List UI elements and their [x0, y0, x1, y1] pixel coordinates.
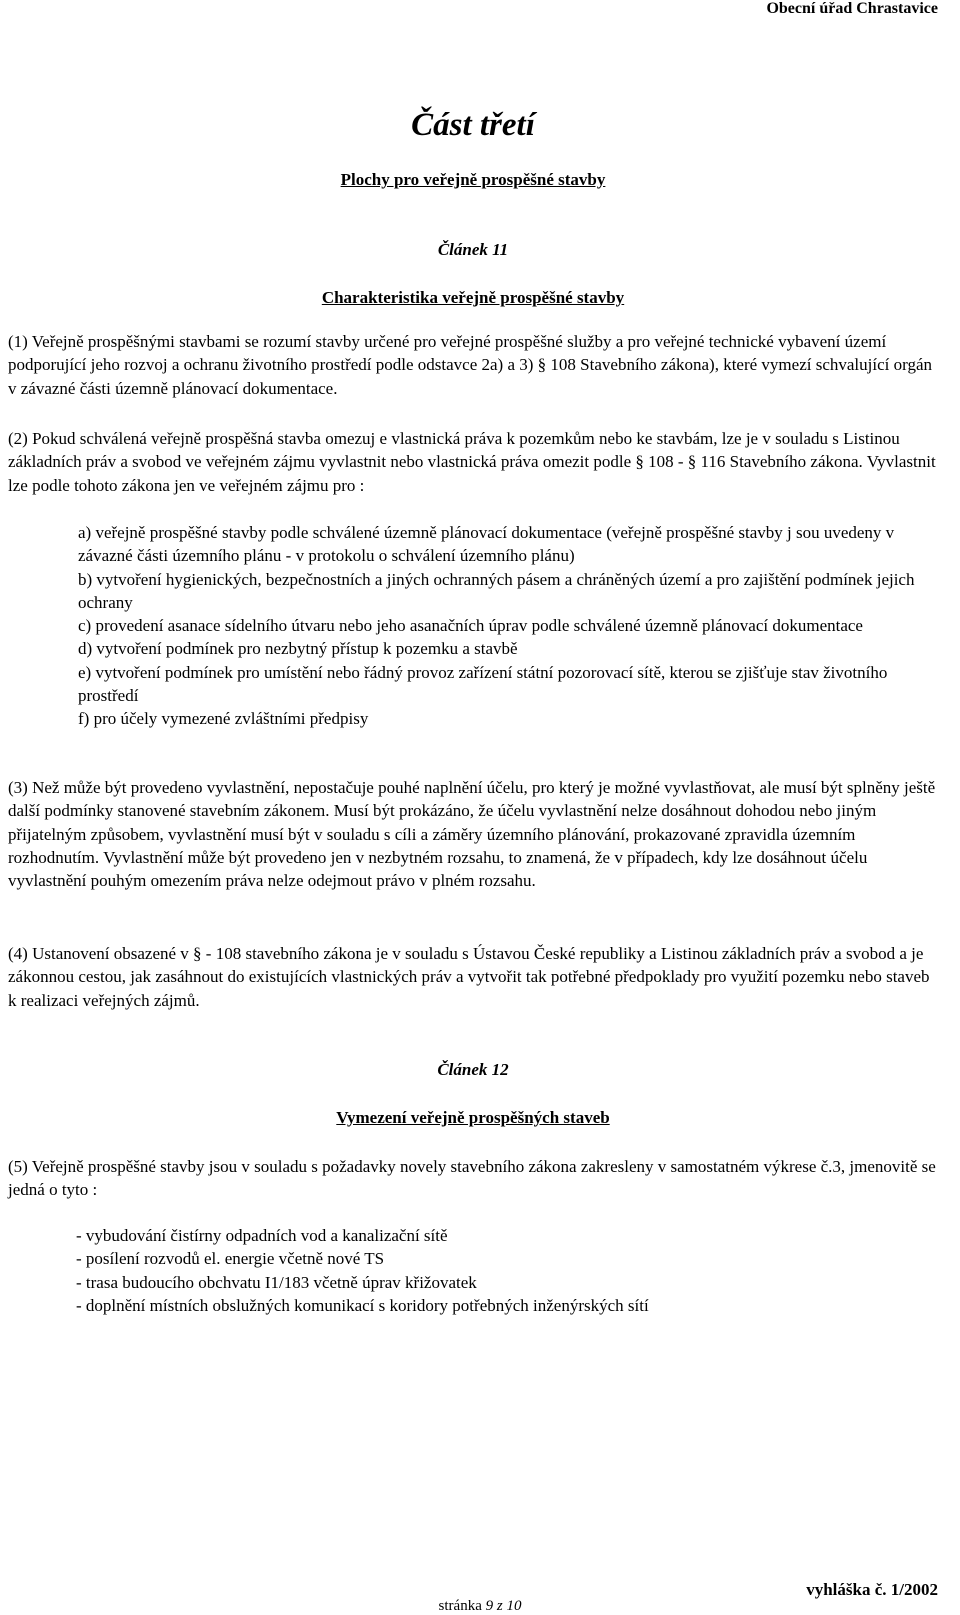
- public-works-list: [76, 1224, 938, 1317]
- list-item: c) provedení asanace sídelního útvaru nebo jeho asanačních úprav podle schválené územně plánovací dokumentace: [78, 616, 863, 636]
- page-current: 9: [485, 1598, 494, 1614]
- article-12-heading: Článek 12: [437, 1060, 509, 1079]
- article-11-heading: Článek 11: [437, 240, 509, 259]
- list-item: - doplnění místních obslužných komunikací s koridory potřebných inženýrských sítí: [76, 1295, 649, 1315]
- list-item: f) pro účely vymezené zvláštními předpisy: [78, 709, 369, 729]
- page-number: [0, 1598, 960, 1615]
- part-subtitle: Plochy pro veřejně prospěšné stavby: [340, 170, 606, 189]
- paragraph-3: (3) Než může být provedeno vyvlastnění, nepostačuje pouhé naplnění účelu, pro který je možné vyvlastňovat, ale musí být splněny ještě další podmínky stanovené stavebním zákonem. Musí být prokázáno, že účelu vyvlastnění nelze dosáhnout dohodou nebo jiným přijatelným způsobem, vyvlastnění musí být v souladu s cíli a záměry územního plánování, prokazované zpravidla územním rozhodnutím. Vyvlastnění může být provedeno jen v nezbytném rozsahu, to znamená, že v případech, kdy lze dosáhnout účelu vyvlastnění pouhým omezením práva nelze odejmout právo v plném rozsahu.: [8, 778, 936, 891]
- list-item: e) vytvoření podmínek pro umístění nebo řádný provoz zařízení státní pozorovací sítě, kterou se zjišťuje stav životního prostředí: [78, 662, 888, 706]
- page-total: 10: [506, 1598, 522, 1614]
- list-item: a) veřejně prospěšné stavby podle schválené územně plánovací dokumentace (veřejně prospěšné stavby j sou uvedeny v závazné části územního plánu - v protokolu o schválení územního plánu): [78, 523, 895, 566]
- article-11-title: Charakteristika veřejně prospěšné stavby: [321, 288, 625, 307]
- page-prefix: stránka: [438, 1598, 482, 1614]
- paragraph-5: (5) Veřejně prospěšné stavby jsou v souladu s požadavky novely stavebního zákona zakresleny v samostatném výkrese č.3, jmenovitě se jedná o tyto :: [8, 1157, 936, 1200]
- article-12-title: Vymezení veřejně prospěšných staveb: [336, 1108, 610, 1127]
- paragraph-2: (2) Pokud schválená veřejně prospěšná stavba omezuj e vlastnická práva k pozemkům nebo ke stavbám, lze je v souladu s Listinou základních práv a svobod ve veřejném zájmu vyvlastnit nebo vlastnická práva omezit podle § 108 - § 116 Stavebního zákona. Vyvlastnit lze podle tohoto zákona jen ve veřejném zájmu pro :: [8, 429, 936, 495]
- page-of: z: [496, 1598, 503, 1614]
- paragraph-4: (4) Ustanovení obsazené v § - 108 stavebního zákona je v souladu s Ústavou České republiky a Listinou základních práv a svobod a je zákonnou cestou, jak zasáhnout do existujících vlastnických práv a vytvořit tak potřebné předpoklady pro využití pozemku nebo staveb k realizaci veřejných zájmů.: [8, 944, 930, 1010]
- expropriation-purpose-list: [78, 521, 938, 731]
- list-item: - vybudování čistírny odpadních vod a kanalizační sítě: [76, 1226, 448, 1245]
- page-header-office: Obecní úřad Chrastavice: [766, 0, 938, 17]
- list-item: - trasa budoucího obchvatu I1/183 včetně úprav křižovatek: [76, 1272, 477, 1292]
- footer-law-reference: vyhláška č. 1/2002: [806, 1580, 938, 1599]
- part-title: Část třetí: [411, 107, 535, 143]
- paragraph-1: (1) Veřejně prospěšnými stavbami se rozumí stavby určené pro veřejné prospěšné služby a pro veřejné technické vybavení území podporující jeho rozvoj a ochranu životního prostředí podle odstavce 2a) a 3) § 108 Stavebního zákona), které vymezí schvalující orgán v závazné části územně plánovací dokumentace.: [8, 332, 933, 398]
- list-item: b) vytvoření hygienických, bezpečnostních a jiných ochranných pásem a chráněných území a pro zajištění podmínek jejich ochrany: [78, 569, 915, 612]
- list-item: d) vytvoření podmínek pro nezbytný přístup k pozemku a stavbě: [78, 639, 518, 659]
- list-item: - posílení rozvodů el. energie včetně nové TS: [76, 1249, 385, 1269]
